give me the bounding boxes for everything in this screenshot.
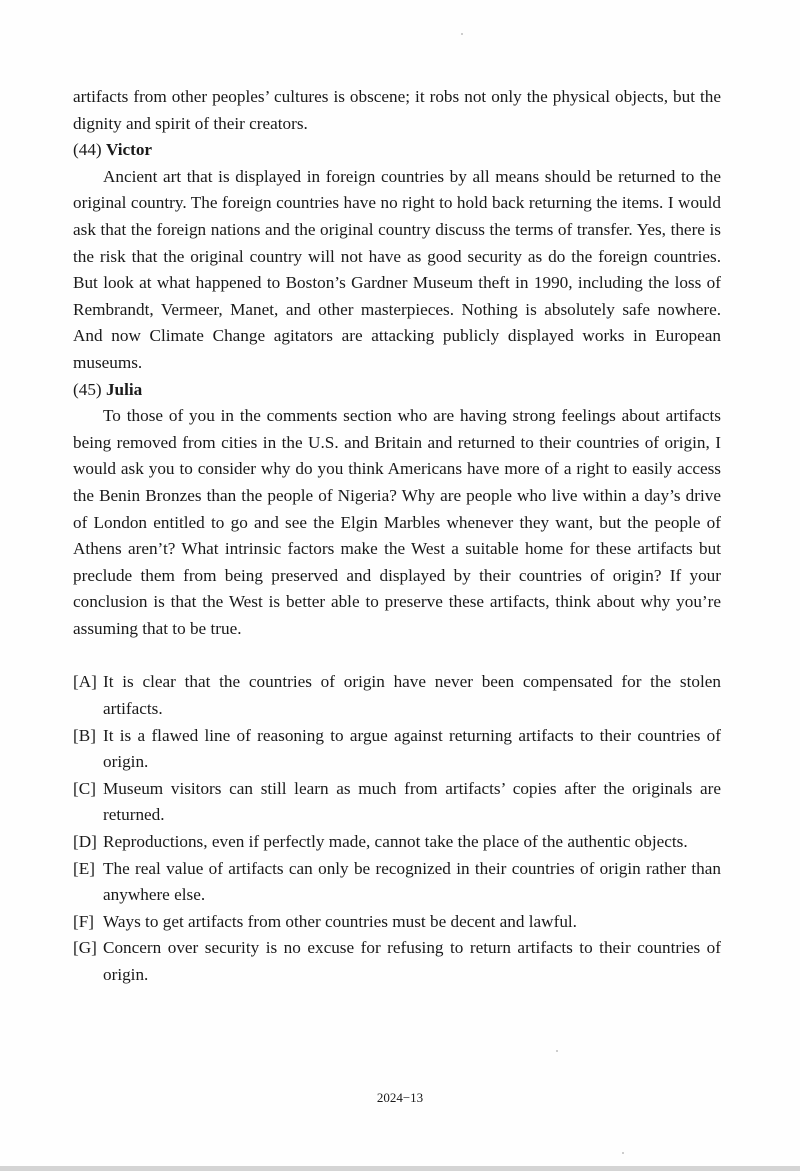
scan-speck [461, 33, 463, 35]
option-text: The real value of artifacts can only be recognized in their countries of origin rather than anywhere else. [103, 858, 721, 905]
option-e [73, 856, 721, 909]
comment-text: Ancient art that is displayed in foreign countries by all means should be returned to the original country. The foreign countries have no right to hold back returning the items. I would ask that the foreign nations and the original country discuss the terms of transfer. Yes, there is the risk that the original country will not have as good security as do the foreign countries. But look at what happened to Boston’s Gardner Museum theft in 1990, including the loss of Rembrandt, Vermeer, Manet, and other masterpieces. Nothing is absolutely safe nowhere. And now Climate Change agitators are attacking publicly displayed works in European museums. [73, 166, 721, 372]
option-text: Museum visitors can still learn as much from artifacts’ copies after the originals are returned. [103, 778, 721, 825]
option-letter: [B] [73, 725, 96, 745]
option-d [73, 829, 721, 856]
comment-number: (44) [73, 140, 102, 160]
commenter-name: Victor [105, 140, 153, 160]
option-letter: [A] [73, 672, 97, 692]
option-b [73, 723, 721, 776]
option-letter: [E] [73, 858, 95, 878]
comment-text: To those of you in the comments section who are having strong feelings about artifacts being removed from cities in the U.S. and Britain and returned to their countries of origin, I would ask you to consider why do you think Americans have more of a right to easily access the Benin Bronzes than the people of Nigeria? Why are people who live within a day’s drive of London entitled to go and see the Elgin Marbles whenever they want, but the people of Athens aren’t? What intrinsic factors make the West a suitable home for these artifacts but preclude them from being preserved and displayed by their countries of origin? If your conclusion is that the West is better able to preserve these artifacts, think about why you’re assuming that to be true. [73, 406, 721, 638]
comment-heading [73, 137, 721, 164]
option-text: Ways to get artifacts from other countries must be decent and lawful. [103, 911, 577, 931]
comment-45 [73, 377, 721, 643]
option-c [73, 776, 721, 829]
option-letter: [F] [73, 911, 95, 931]
option-letter: [G] [73, 938, 97, 958]
scan-speck [556, 1050, 558, 1052]
option-text: Concern over security is no excuse for refusing to return artifacts to their countries of origin. [103, 938, 721, 984]
comment-heading [73, 377, 721, 404]
option-a [73, 669, 721, 722]
commenter-name: Julia [105, 379, 143, 399]
option-text: It is a flawed line of reasoning to argue against returning artifacts to their countries of origin. [103, 725, 721, 772]
option-text: It is clear that the countries of origin have never been compensated for the stolen artifacts. [103, 672, 721, 719]
option-text: Reproductions, even if perfectly made, cannot take the place of the authentic objects. [103, 832, 688, 852]
comment-number: (45) [73, 379, 102, 399]
option-f [73, 909, 721, 936]
intro-continuation-paragraph: artifacts from other peoples’ cultures is obscene; it robs not only the physical objects, but the dignity and spirit of their creators. [73, 87, 721, 133]
answer-options-list [73, 669, 721, 988]
option-letter: [D] [73, 832, 97, 852]
document-content [73, 84, 721, 989]
page-number: 2024−13 [376, 1090, 424, 1105]
comment-44 [73, 137, 721, 376]
option-letter: [C] [73, 778, 96, 798]
scan-speck [622, 1152, 624, 1154]
page-bottom-edge [0, 1166, 800, 1171]
option-g [73, 935, 721, 988]
